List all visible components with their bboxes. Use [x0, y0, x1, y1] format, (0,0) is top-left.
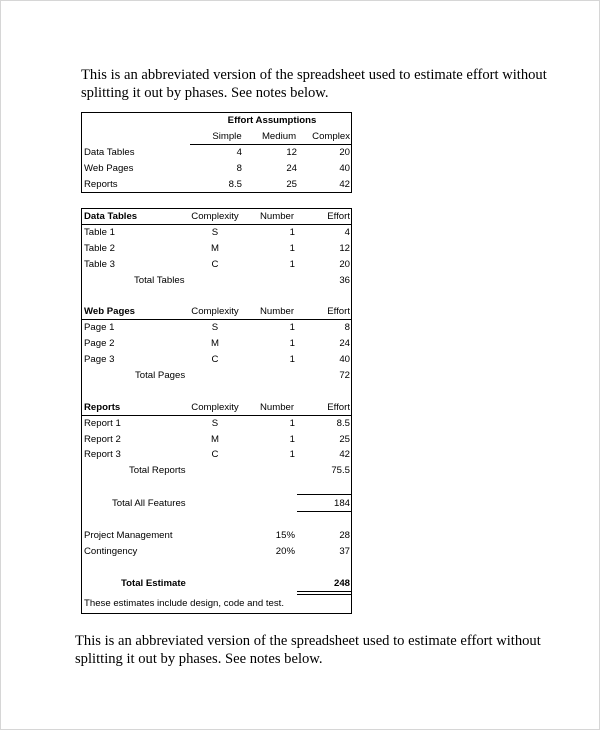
- total-all-features-value: 184: [333, 498, 350, 509]
- assumptions-cell: 24: [286, 163, 297, 174]
- row-complexity: M: [211, 434, 219, 445]
- col-header-number: Number: [259, 211, 295, 222]
- assumptions-header-rule: [190, 144, 352, 145]
- intro-paragraph-repeat: This is an abbreviated version of the spreadsheet used to estimate effort without splitting it out by phases. See notes below.: [75, 633, 541, 667]
- row-label: Page 2: [84, 338, 115, 349]
- row-effort: 8: [344, 322, 350, 333]
- total-estimate-value: 248: [333, 578, 350, 589]
- section-title-web-pages: Web Pages: [84, 306, 136, 317]
- section-header-rule: [82, 415, 351, 416]
- overhead-value: 37: [339, 546, 350, 557]
- estimate-double-rule-top: [297, 591, 351, 592]
- row-label: Table 1: [84, 227, 115, 238]
- section-total-value: 75.5: [331, 465, 350, 476]
- assumptions-row-label: Reports: [84, 179, 118, 190]
- assumptions-cell: 12: [286, 147, 297, 158]
- row-label: Report 2: [84, 434, 121, 445]
- row-number: 1: [289, 434, 295, 445]
- overhead-label: Project Management: [84, 530, 173, 541]
- total-all-features-label: Total All Features: [112, 498, 186, 509]
- col-header-number: Number: [259, 402, 295, 413]
- assumptions-title: Effort Assumptions: [227, 115, 317, 126]
- intro-paragraph: This is an abbreviated version of the spreadsheet used to estimate effort without splitting it out by phases. See notes below.: [81, 67, 547, 101]
- assumptions-cell: 42: [339, 179, 350, 190]
- row-effort: 25: [339, 434, 350, 445]
- row-label: Report 1: [84, 418, 121, 429]
- overhead-value: 28: [339, 530, 350, 541]
- row-number: 1: [289, 243, 295, 254]
- row-effort: 8.5: [336, 418, 350, 429]
- row-complexity: S: [211, 418, 219, 429]
- assumptions-col-simple: Simple: [212, 131, 242, 142]
- footnote: These estimates include design, code and test.: [84, 598, 284, 609]
- row-number: 1: [289, 354, 295, 365]
- col-header-complexity: Complexity: [191, 306, 239, 317]
- assumptions-cell: 8: [236, 163, 242, 174]
- row-number: 1: [289, 338, 295, 349]
- col-header-effort: Effort: [327, 402, 350, 413]
- row-complexity: S: [211, 322, 219, 333]
- row-effort: 42: [339, 449, 350, 460]
- row-number: 1: [289, 322, 295, 333]
- col-header-number: Number: [259, 306, 295, 317]
- section-title-data-tables: Data Tables: [84, 211, 138, 222]
- features-total-rule: [297, 494, 351, 495]
- row-effort: 12: [339, 243, 350, 254]
- total-estimate-label: Total Estimate: [121, 578, 186, 589]
- assumptions-col-medium: Medium: [261, 131, 297, 142]
- overhead-percent: 20%: [275, 546, 295, 557]
- row-label: Table 3: [84, 259, 115, 270]
- col-header-effort: Effort: [327, 211, 350, 222]
- assumptions-cell: 25: [286, 179, 297, 190]
- col-header-complexity: Complexity: [191, 211, 239, 222]
- section-header-rule: [82, 224, 351, 225]
- row-complexity: M: [211, 243, 219, 254]
- row-complexity: C: [211, 354, 219, 365]
- row-effort: 20: [339, 259, 350, 270]
- section-header-rule: [82, 319, 351, 320]
- row-effort: 40: [339, 354, 350, 365]
- row-number: 1: [289, 418, 295, 429]
- row-complexity: S: [211, 227, 219, 238]
- row-label: Table 2: [84, 243, 115, 254]
- section-total-value: 36: [339, 275, 350, 286]
- assumptions-cell: 4: [236, 147, 242, 158]
- overhead-label: Contingency: [84, 546, 138, 557]
- section-total-label: Total Reports: [129, 465, 186, 476]
- assumptions-cell: 20: [339, 147, 350, 158]
- row-label: Page 1: [84, 322, 115, 333]
- row-number: 1: [289, 227, 295, 238]
- assumptions-col-complex: Complex: [312, 131, 350, 142]
- features-total-underline: [297, 511, 351, 512]
- estimate-double-rule-bottom: [297, 594, 351, 595]
- section-total-value: 72: [339, 370, 350, 381]
- row-complexity: M: [211, 338, 219, 349]
- estimate-table: [81, 208, 352, 614]
- row-label: Page 3: [84, 354, 115, 365]
- overhead-percent: 15%: [275, 530, 295, 541]
- assumptions-cell: 40: [339, 163, 350, 174]
- col-header-effort: Effort: [327, 306, 350, 317]
- assumptions-row-label: Data Tables: [84, 147, 135, 158]
- row-effort: 24: [339, 338, 350, 349]
- assumptions-cell: 8.5: [228, 179, 242, 190]
- section-title-reports: Reports: [84, 402, 121, 413]
- row-effort: 4: [344, 227, 350, 238]
- row-complexity: C: [211, 449, 219, 460]
- row-number: 1: [289, 259, 295, 270]
- col-header-complexity: Complexity: [191, 402, 239, 413]
- row-label: Report 3: [84, 449, 121, 460]
- assumptions-row-label: Web Pages: [84, 163, 134, 174]
- section-total-label: Total Pages: [135, 370, 186, 381]
- row-number: 1: [289, 449, 295, 460]
- row-complexity: C: [211, 259, 219, 270]
- effort-assumptions-table: [81, 112, 352, 193]
- section-total-label: Total Tables: [134, 275, 185, 286]
